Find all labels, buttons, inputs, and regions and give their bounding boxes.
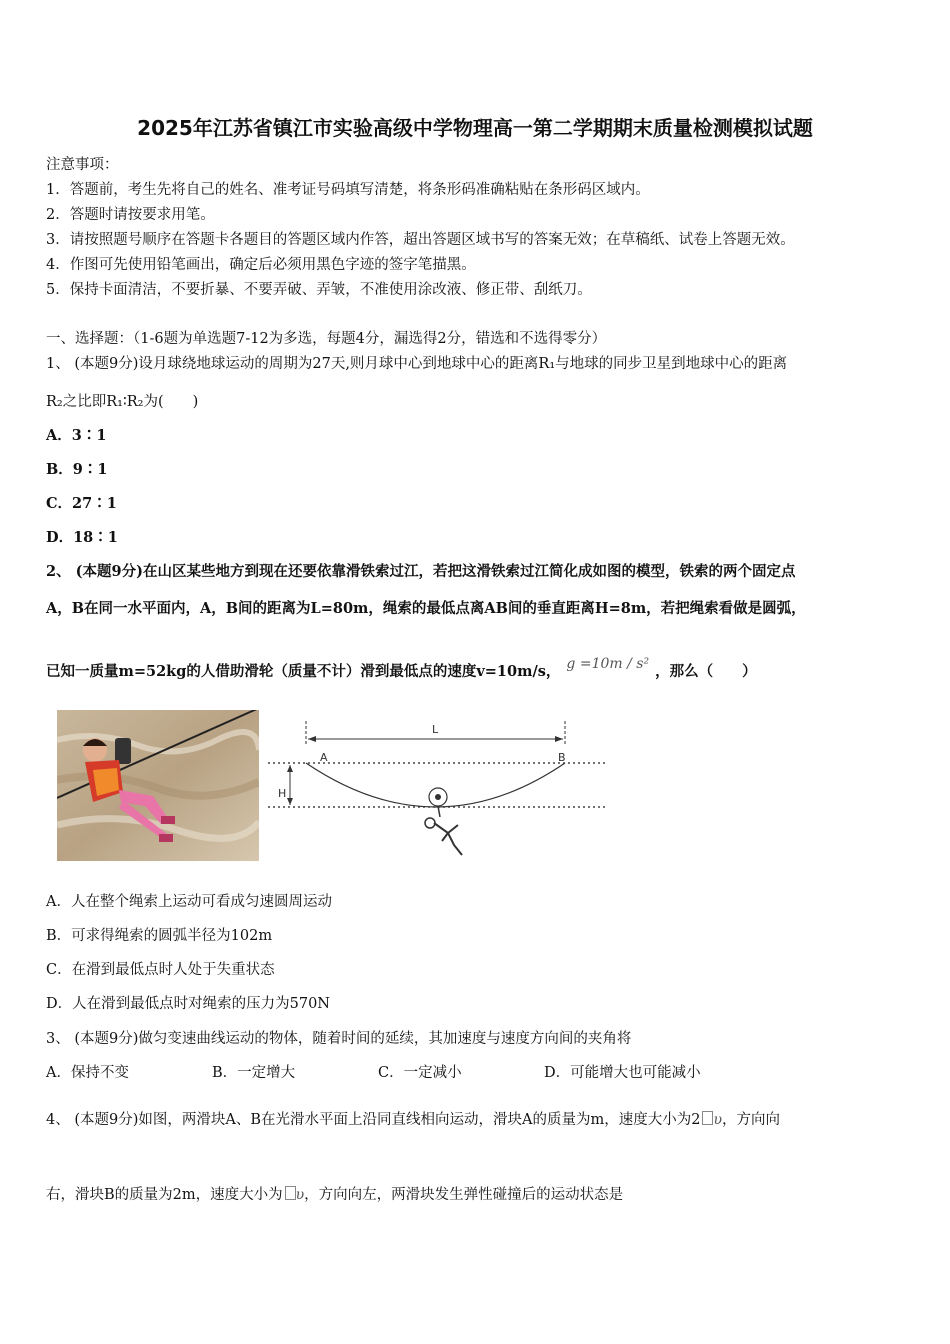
question-4-stem [46, 1108, 780, 1129]
q3-option-b: B．一定增大 [212, 1065, 296, 1081]
q1-option-b: B．9∶1 [46, 461, 108, 478]
q1-option-c: C．27∶1 [46, 495, 117, 512]
notice-item: 2．答题时请按要求用笔。 [46, 207, 215, 223]
page-title: 2025年江苏省镇江市实验高级中学物理高一第二学期期末质量检测模拟试题 [137, 116, 813, 140]
q3-option-c: C．一定减小 [378, 1065, 462, 1081]
q3-options [46, 1061, 710, 1082]
notice-item: 1．答题前，考生先将自己的姓名、准考证号码填写清楚，将条形码准确粘贴在条形码区域内。 [46, 182, 650, 198]
velocity-symbol: υ [295, 1187, 305, 1203]
zipline-photo [57, 710, 259, 861]
q4-text-a: 4、 (本题9分)如图，两滑块A、B在光滑水平面上沿同直线相向运动，滑块A的质量为m，速度大小为2 [46, 1112, 701, 1128]
velocity-symbol: υ [713, 1112, 722, 1128]
q1-option-d: D．18∶1 [46, 529, 118, 546]
q1-option-a: A．3∶1 [46, 427, 107, 444]
q2-option-d: D．人在滑到最低点时对绳索的压力为570N [46, 996, 330, 1012]
missing-glyph-icon [285, 1186, 296, 1200]
notice-item: 3．请按照题号顺序在答题卡各题目的答题区域内作答，超出答题区域书写的答案无效；在草稿纸、试卷上答题无效。 [46, 232, 795, 248]
label-H: H [278, 787, 287, 800]
zipline-diagram [262, 715, 608, 861]
q4-text-d: ，方向向左，两滑块发生弹性碰撞后的运动状态是 [304, 1187, 624, 1203]
label-A: A [320, 751, 328, 764]
question-3-stem: 3、 (本题9分)做匀变速曲线运动的物体，随着时间的延续，其加速度与速度方向间的夹角将 [46, 1031, 632, 1047]
q2-option-c: C．在滑到最低点时人处于失重状态 [46, 962, 275, 978]
q2-text-b: ，那么（ ） [655, 663, 757, 680]
label-B: B [558, 751, 566, 764]
question-2-stem-cont2 [46, 656, 757, 681]
question-4-stem-cont [46, 1183, 623, 1204]
q3-option-d: D．可能增大也可能减小 [544, 1065, 701, 1081]
q2-option-b: B．可求得绳索的圆弧半径为102m [46, 928, 273, 944]
notice-item: 5．保持卡面清洁，不要折暴、不要弄破、弄皱，不准使用涂改液、修正带、刮纸刀。 [46, 282, 592, 298]
section-heading: 一、选择题：（1-6题为单选题7-12为多选，每题4分，漏选得2分，错选和不选得零分） [46, 331, 607, 347]
question-1-stem: 1、 (本题9分)设月球绕地球运动的周期为27天,则月球中心到地球中心的距离R₁与地球的同步卫星到地球中心的距离 [46, 356, 788, 372]
notice-item: 4．作图可先使用铅笔画出，确定后必须用黑色字迹的签字笔描黑。 [46, 257, 476, 273]
gravity-formula: g =10m / s² [566, 656, 650, 672]
question-2-stem-cont: A，B在同一水平面内，A，B间的距离为L=80m，绳索的最低点离AB间的垂直距离H=8m，若把绳索看做是圆弧， [46, 600, 806, 617]
question-1-stem-cont: R₂之比即R₁∶R₂为( ) [46, 394, 199, 410]
q4-text-b: ，方向向 [721, 1112, 780, 1128]
notice-heading: 注意事项： [46, 157, 119, 173]
question-2-stem: 2、 (本题9分)在山区某些地方到现在还要依靠滑铁索过江，若把这滑铁索过江简化成如图的模型，铁索的两个固定点 [46, 563, 796, 580]
label-L: L [432, 723, 439, 736]
q2-text-a: 已知一质量m=52kg的人借助滑轮（质量不计）滑到最低点的速度v=10m/s， [46, 663, 561, 680]
missing-glyph-icon [702, 1111, 713, 1125]
q3-option-a: A．保持不变 [46, 1065, 129, 1081]
q2-option-a: A．人在整个绳索上运动可看成匀速圆周运动 [46, 894, 332, 910]
q4-text-c: 右，滑块B的质量为2m，速度大小为 [46, 1187, 283, 1203]
